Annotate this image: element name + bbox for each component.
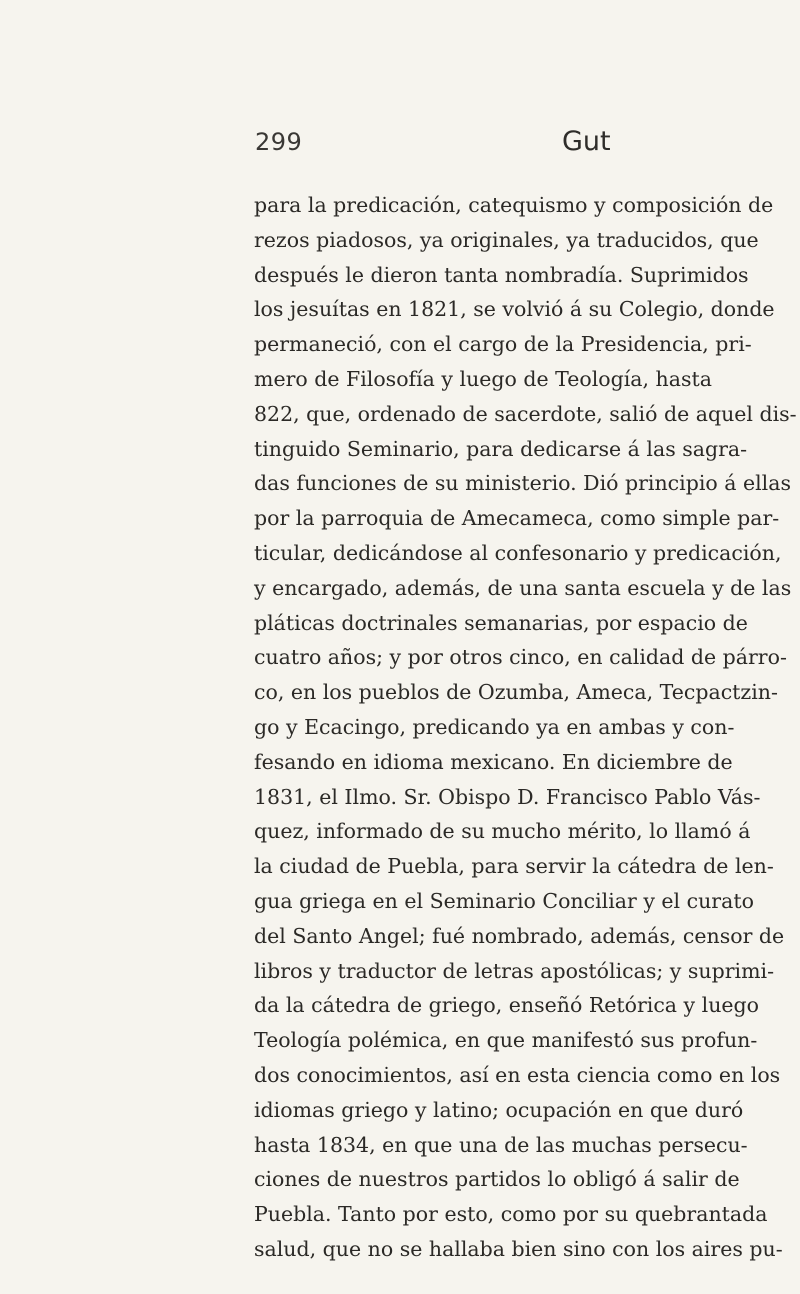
text-line: gua griega en el Seminario Conciliar y el curato [254, 888, 754, 913]
text-line: pláticas doctrinales semanarias, por espacio de [254, 610, 748, 635]
text-line: idiomas griego y latino; ocupación en que duró [254, 1097, 744, 1122]
text-line: co, en los pueblos de Ozumba, Ameca, Tecpactzin- [254, 680, 778, 705]
text-line: salud, que no se hallaba bien sino con los aires pu- [254, 1236, 783, 1261]
text-line: da la cátedra de griego, enseñó Retórica y luego [254, 993, 759, 1018]
text-line: libros y traductor de letras apostólicas; y suprimi- [254, 958, 774, 983]
text-line: y encargado, además, de una santa escuela y de las [254, 575, 792, 600]
text-line: 822, que, ordenado de sacerdote, salió de aquel dis- [254, 401, 797, 426]
text-line: Puebla. Tanto por esto, como por su quebrantada [254, 1202, 768, 1227]
text-line: rezos piadosos, ya originales, ya traducidos, que [254, 227, 759, 252]
text-line: hasta 1834, en que una de las muchas persecu- [254, 1132, 748, 1157]
text-line: para la predicación, catequismo y composición de [254, 193, 774, 217]
running-head: Gut [562, 126, 611, 157]
text-line: por la parroquia de Amecameca, como simple par- [254, 506, 780, 531]
text-line: ciones de nuestros partidos lo obligó á salir de [254, 1167, 740, 1192]
text-line: después le dieron tanta nombradía. Suprimidos [254, 262, 749, 287]
text-line: 1831, el Ilmo. Sr. Obispo D. Francisco Pablo Vás- [254, 784, 761, 809]
body-text [254, 188, 797, 1267]
text-line: ticular, dedicándose al confesonario y predicación, [254, 540, 782, 565]
text-line: la ciudad de Puebla, para servir la cátedra de len- [254, 854, 774, 879]
text-line: los jesuítas en 1821, se volvió á su Colegio, donde [254, 297, 775, 322]
text-line: dos conocimientos, así en esta ciencia como en los [254, 1062, 781, 1087]
text-line: tinguido Seminario, para dedicarse á las sagra- [254, 436, 748, 461]
page-number: 299 [255, 128, 303, 156]
text-line: das funciones de su ministerio. Dió principio á ellas [254, 471, 791, 496]
text-line: quez, informado de su mucho mérito, lo llamó á [254, 819, 751, 844]
page-header [0, 128, 800, 168]
text-line: del Santo Angel; fué nombrado, además, censor de [254, 923, 785, 948]
text-line: go y Ecacingo, predicando ya en ambas y con- [254, 714, 735, 739]
text-line: permaneció, con el cargo de la Presidencia, pri- [254, 332, 752, 357]
text-line: fesando en idioma mexicano. En diciembre de [254, 749, 733, 774]
text-line: mero de Filosofía y luego de Teología, hasta [254, 366, 712, 391]
text-line: cuatro años; y por otros cinco, en calidad de párro- [254, 645, 787, 670]
text-line: Teología polémica, en que manifestó sus profun- [254, 1028, 758, 1053]
